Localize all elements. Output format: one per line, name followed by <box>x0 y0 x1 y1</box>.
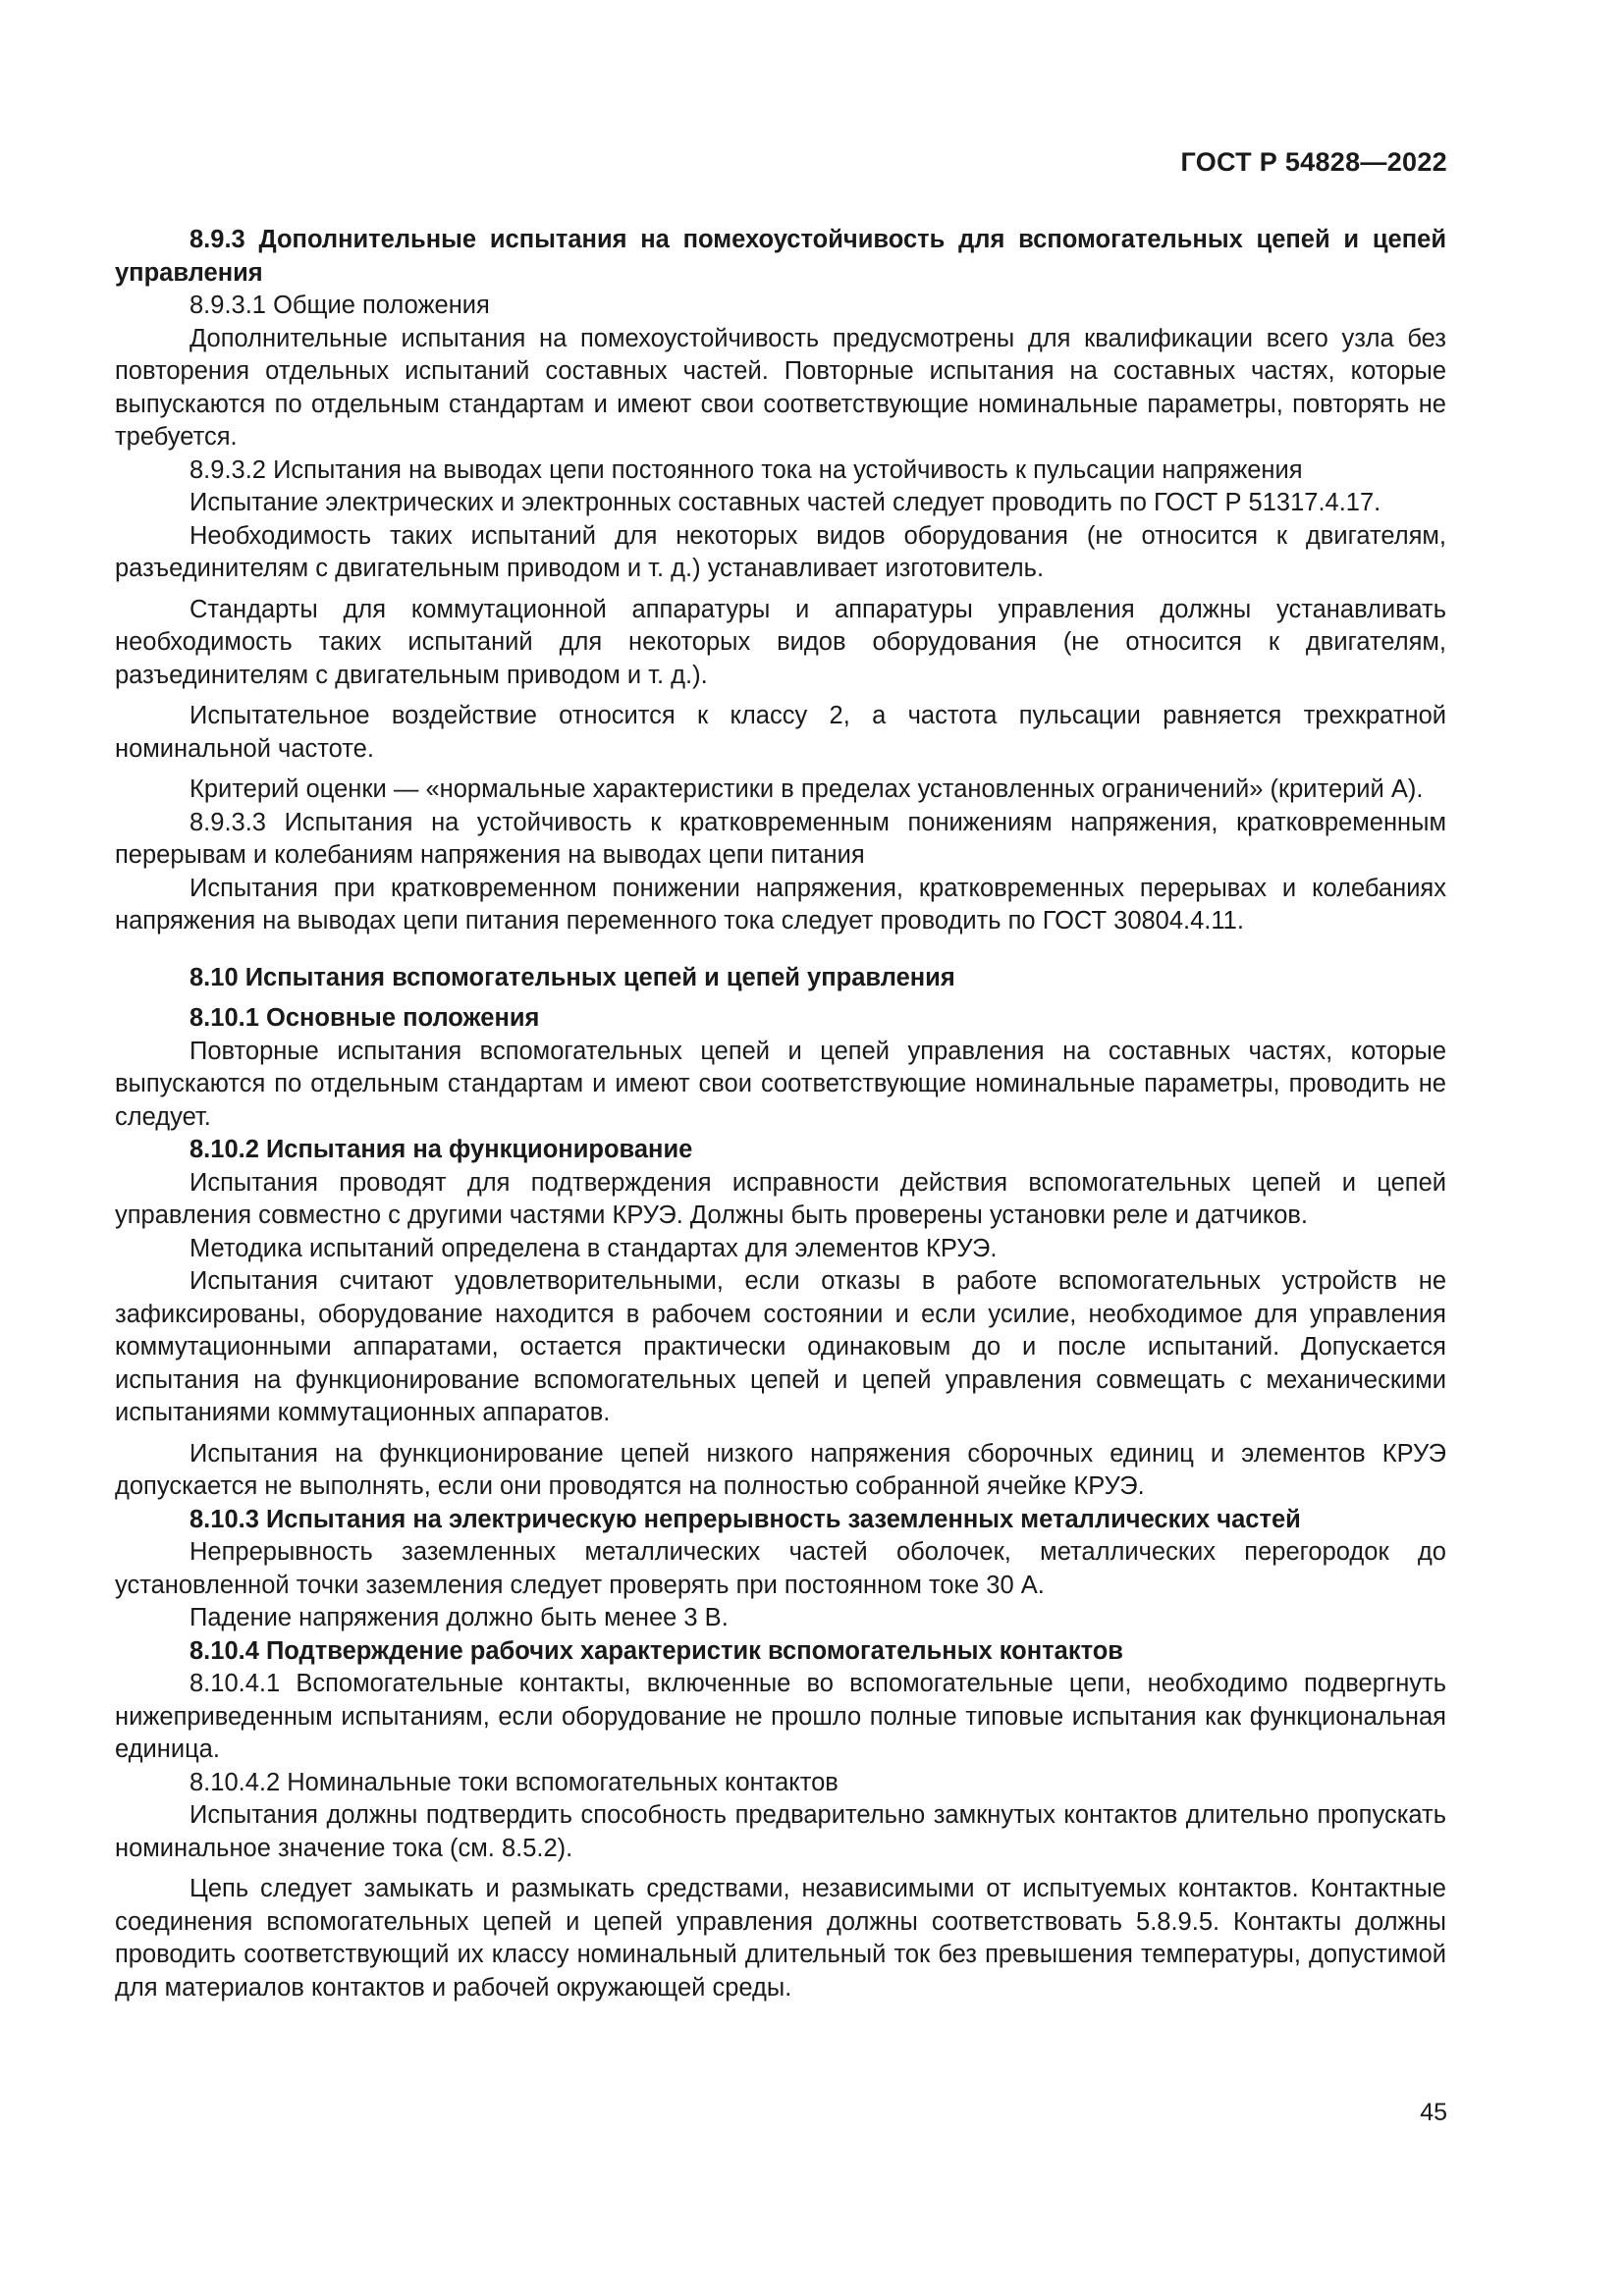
paragraph: 8.10.4.1 Вспомогательные контакты, включенные во вспомогательные цепи, необходимо подвергнуть нижеприведенным испытаниям, если оборудование не прошло полные типовые испытания как функциональная единица. <box>115 1670 1446 1763</box>
document-body <box>115 224 1446 2004</box>
paragraph: Испытания считают удовлетворительными, если отказы в работе вспомогательных устройств не зафиксированы, оборудование находится в рабочем состоянии и если усилие, необходимое для управления коммутационными аппаратами, остается практически одинаковым до и после испытаний. Допускается испытания на функционирование вспомогательных цепей и цепей управления совмещать с механическими испытаниями коммутационных аппаратов. <box>115 1267 1446 1426</box>
section-heading-8-10-2: 8.10.2 Испытания на функционирование <box>189 1136 693 1163</box>
paragraph: Испытательное воздействие относится к классу 2, а частота пульсации равняется трехкратной номинальной частоте. <box>115 702 1446 763</box>
section-heading-8-10-4: 8.10.4 Подтверждение рабочих характеристик вспомогательных контактов <box>189 1636 1123 1665</box>
section-heading-8-9-3: 8.9.3 Дополнительные испытания на помехоустойчивость для вспомогательных цепей и цепей управления <box>115 226 1446 287</box>
paragraph: Испытания на функционирование цепей низкого напряжения сборочных единиц и элементов КРУЭ допускается не выполнять, если они проводятся на полностью собранной ячейке КРУЭ. <box>115 1439 1446 1500</box>
paragraph: Непрерывность заземленных металлических частей оболочек, металлических перегородок до установленной точки заземления следует проверять при постоянном токе 30 А. <box>115 1538 1446 1599</box>
paragraph: Испытания должны подтвердить способность предварительно замкнутых контактов длительно пропускать номинальное значение тока (см. 8.5.2). <box>115 1801 1446 1862</box>
document-code: ГОСТ Р 54828—2022 <box>1180 147 1447 177</box>
paragraph: Методика испытаний определена в стандартах для элементов КРУЭ. <box>189 1234 998 1262</box>
paragraph: Дополнительные испытания на помехоустойчивость предусмотрены для квалификации всего узла без повторения отдельных испытаний составных частей. Повторные испытания на составных частях, которые выпускаются по отдельным стандартам и имеют свои соответствующие номинальные параметры, повторять не требуется. <box>115 324 1446 451</box>
paragraph: Испытания при кратковременном понижении напряжения, кратковременных перерывах и колебаниях напряжения на выводах цепи питания переменного тока следует проводить по ГОСТ 30804.4.11. <box>115 874 1446 934</box>
subsection-heading: 8.10.4.2 Номинальные токи вспомогательных контактов <box>189 1768 839 1796</box>
paragraph: Повторные испытания вспомогательных цепей и цепей управления на составных частях, которые выпускаются по отдельным стандартам и имеют свои соответствующие номинальные параметры, проводить не следует. <box>115 1037 1446 1131</box>
section-heading-8-10-1: 8.10.1 Основные положения <box>189 1004 540 1032</box>
subsection-heading: 8.9.3.1 Общие положения <box>189 292 490 319</box>
paragraph: Стандарты для коммутационной аппаратуры и аппаратуры управления должны устанавливать необходимость таких испытаний для некоторых видов оборудования (не относится к двигателям, разъединителям с двигательным приводом и т. д.). <box>115 595 1446 689</box>
paragraph: Испытания проводят для подтверждения исправности действия вспомогательных цепей и цепей управления совместно с другими частями КРУЭ. Должны быть проверены установки реле и датчиков. <box>115 1168 1446 1229</box>
paragraph: Необходимость таких испытаний для некоторых видов оборудования (не относится к двигателям, разъединителям с двигательным приводом и т. д.) устанавливает изготовитель. <box>115 521 1446 582</box>
paragraph: Критерий оценки — «нормальные характеристики в пределах установленных ограничений» (критерий А). <box>189 775 1424 803</box>
subsection-heading: 8.9.3.2 Испытания на выводах цепи постоянного тока на устойчивость к пульсации напряжения <box>189 455 1303 484</box>
section-heading-8-10-3: 8.10.3 Испытания на электрическую непрерывность заземленных металлических частей <box>189 1505 1301 1533</box>
paragraph: Падение напряжения должно быть менее 3 В. <box>189 1604 729 1631</box>
paragraph: Цепь следует замыкать и размыкать средствами, независимыми от испытуемых контактов. Контактные соединения вспомогательных цепей и цепей управления должны соответствовать 5.8.9.5. Контакты должны проводить соответствующий их классу номинальный длительный ток без превышения температуры, допустимой для материалов контактов и рабочей окружающей среды. <box>115 1875 1446 2002</box>
page-number: 45 <box>1420 2099 1447 2126</box>
section-heading-8-10: 8.10 Испытания вспомогательных цепей и цепей управления <box>189 963 955 991</box>
subsection-heading: 8.9.3.3 Испытания на устойчивость к кратковременным понижениям напряжения, кратковременным перерывам и колебаниям напряжения на выводах цепи питания <box>115 808 1446 869</box>
paragraph: Испытание электрических и электронных составных частей следует проводить по ГОСТ Р 51317.4.17. <box>189 489 1381 516</box>
